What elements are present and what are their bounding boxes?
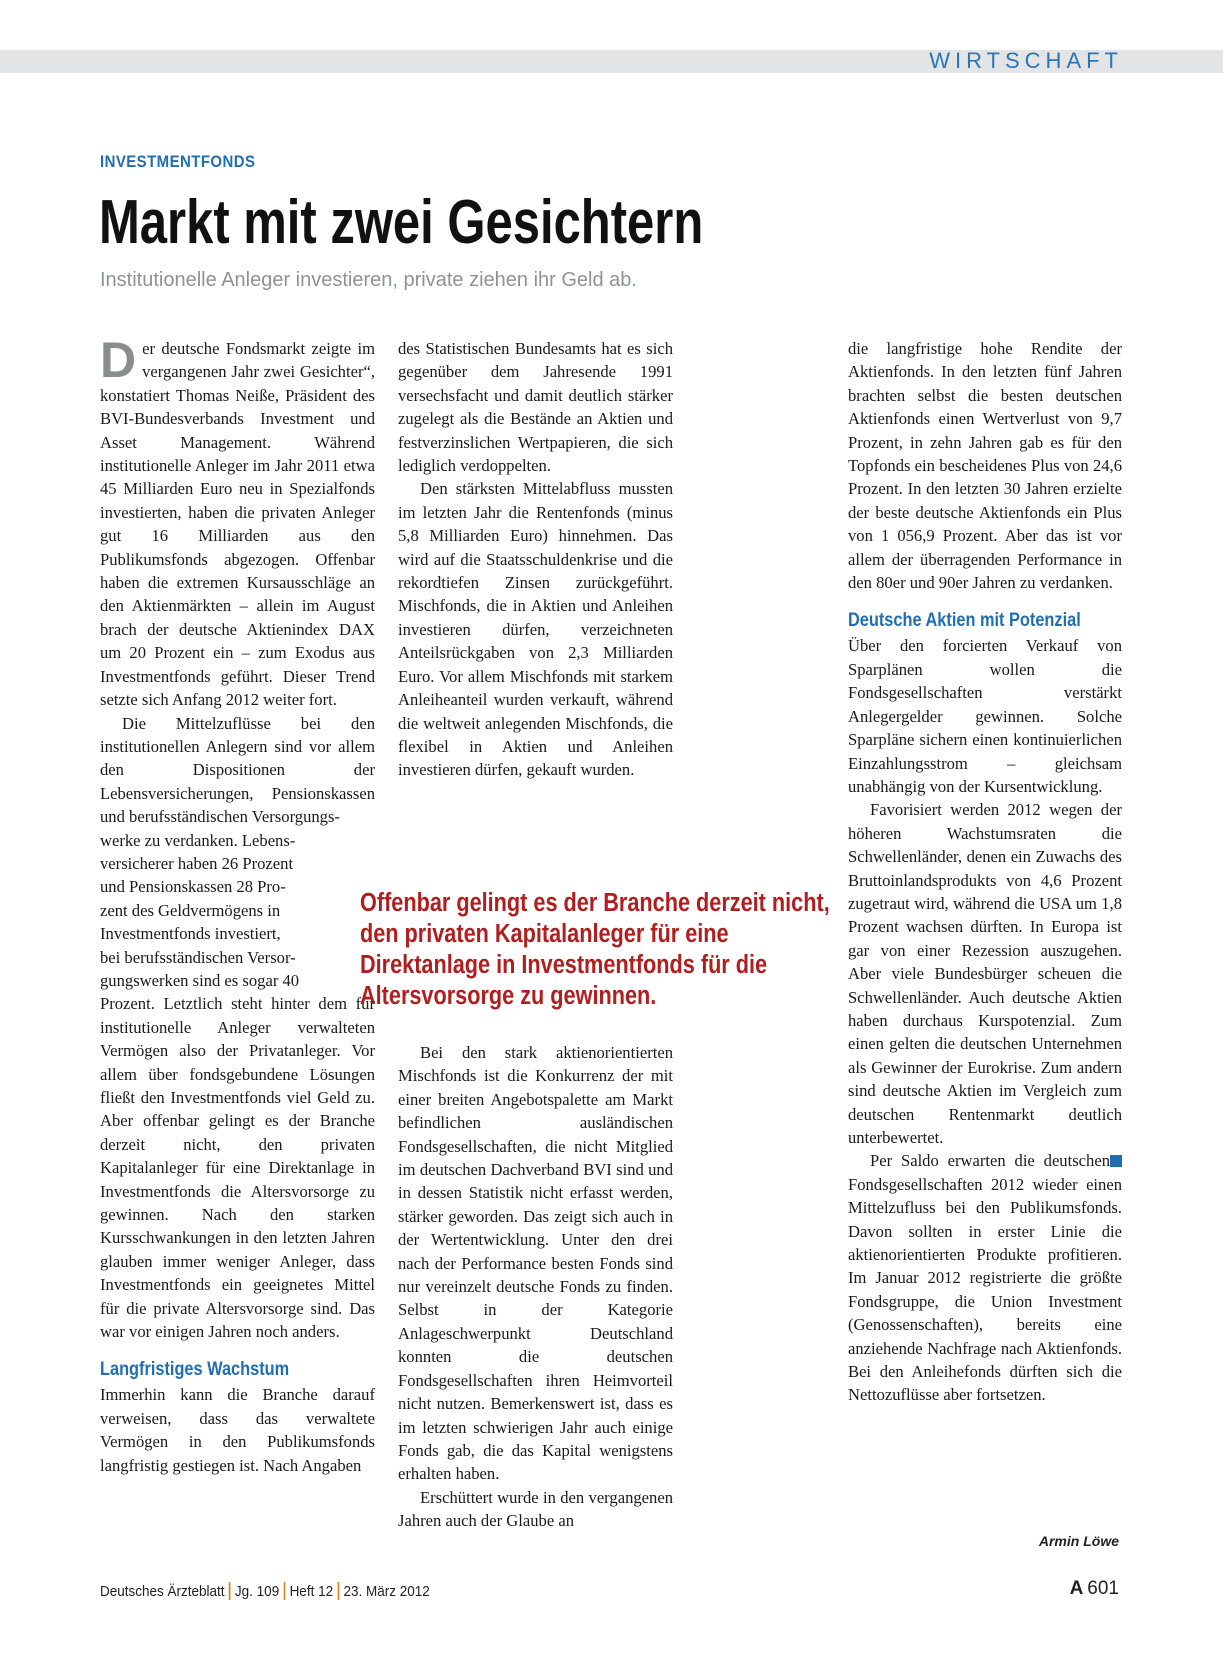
column-3: [848, 337, 1122, 1407]
paragraph-text: er deutsche Fondsmarkt zeigte im vergangenen Jahr zwei Gesichter“, konstatiert Thomas Neiße, Präsident des BVI-Bundesverbands Investment und Asset Management. Während institutionelle Anleger im Jahr 2011 etwa 45 Milliarden Euro neu in Spezialfonds investierten, haben die privaten Anleger gut 16 Milliarden aus den Publikumsfonds abgezogen. Offenbar haben die extremen Kursausschläge an den Aktienmärkten – allein im August brach der deutsche Aktienindex DAX um 20 Prozent ein – zum Exodus aus Investmentfonds geführt. Dieser Trend setzte sich Anfang 2012 weiter fort.: [100, 339, 375, 710]
issue: Heft 12: [289, 1583, 334, 1600]
subheading: Langfristiges Wachstum: [100, 1359, 290, 1381]
subheading: Deutsche Aktien mit Potenzial: [848, 610, 1081, 632]
article-kicker: INVESTMENTFONDS: [100, 152, 256, 171]
text-line: gungswerken sind es sogar 40: [100, 970, 300, 990]
article-title: Markt mit zwei Gesichtern: [99, 188, 704, 257]
section-label: WIRTSCHAFT: [929, 48, 1123, 73]
paragraph: Erschüttert wurde in den vergangenen Jahren auch der Glaube an: [398, 1487, 673, 1531]
divider: [229, 1582, 230, 1600]
paragraph: Die Mittelzuflüsse bei den institutionellen Anlegern sind vor allem den Dispositionen der Lebensversicherungen, Pensionskassen und berufsständischen Versorgungs-: [100, 713, 375, 827]
footer: [100, 1582, 430, 1600]
pull-quote: Offenbar gelingt es der Branche derzeit nicht, den privaten Kapitalanleger für eine Direktanlage in Investmentfonds für die Altersvorsorge zu gewinnen.: [360, 889, 830, 1010]
divider: [338, 1582, 339, 1600]
paragraph: Prozent. Letztlich steht hinter dem für institutionelle Anleger verwalteten Vermögen also der Privatanleger. Vor allem über fondsgebundene Lösungen fließt den Investmentfonds viel Geld zu. Aber offenbar gelingt es der Branche derzeit nicht, den privaten Kapitalanleger für eine Direktanlage in Investmentfonds die Altersvorsorge zu gewinnen. Nach den starken Kursschwankungen in den letzten Jahren glauben immer weniger Anleger, dass Investmentfonds ein geeignetes Mittel für die private Altersvorsorge sind. Das war vor einigen Jahren noch anders.: [100, 994, 375, 1342]
divider: [284, 1582, 285, 1600]
paragraph: Favorisiert werden 2012 wegen der höheren Wachstumsraten die Schwellenländer, denen ein Zuwachs des Bruttoinlandsprodukts von 4,6 Prozent zugetraut wird, während die USA um 1,8 Prozent wachsen dürften. In Europa ist gar von einer Rezession auszugehen. Aber viele Bundesbürger scheuen die Schwellenländer. Auch deutsche Aktien haben durchaus Kurspotenzial. Zum einen gelten die deutschen Unternehmen als Gewinner der Eurokrise. Zum andern sind deutsche Aktien im Vergleich zum deutschen Rentenmarkt deutlich unterbewertet.: [848, 800, 1122, 1147]
text-line: Investmentfonds investiert,: [100, 924, 281, 944]
paragraph: [848, 1149, 1122, 1406]
paragraph: Immerhin kann die Branche darauf verweisen, dass das verwaltete Vermögen in den Publikumsfonds langfristig gestiegen ist. Nach Angaben: [100, 1385, 375, 1475]
text-line: werke zu verdanken. Lebens-: [100, 830, 296, 850]
column-1: [100, 332, 375, 1477]
journal-name: Deutsches Ärzteblatt: [100, 1583, 225, 1600]
text-line: bei berufsständischen Versor-: [100, 947, 296, 967]
volume: Jg. 109: [234, 1583, 280, 1600]
page-number: [1070, 1578, 1119, 1600]
column-2-bottom: [398, 1041, 673, 1533]
end-mark-icon: [1110, 1155, 1122, 1167]
text-line: versicherer haben 26 Prozent: [100, 853, 294, 873]
paragraph-narrow: [100, 829, 375, 993]
paragraph: Bei den stark aktienorientierten Mischfonds ist die Konkurrenz der mit einer breiten Angebotspalette am Markt befindlichen ausländischen Fondsgesellschaften, die nicht Mitglied im deutschen Dachverband BVI sind und in dessen Statistik nicht erfasst werden, stärker geworden. Das zeigt sich auch in der Wertentwicklung. Unter den drei nach der Performance besten Fonds sind nur vereinzelt deutsche Fonds zu finden. Selbst in der Kategorie Anlageschwerpunkt Deutschland konnten die deutschen Fondsgesellschaften ihren Heimvorteil nicht nutzen. Bemerkenswert ist, dass es im letzten schwierigen Jahr auch einige Fonds gab, die das Kapital wenigstens erhalten haben.: [398, 1043, 673, 1484]
paragraph: des Statistischen Bundesamts hat es sich gegenüber dem Jahresende 1991 versechsfacht und damit deutlich stärker zugelegt als die Bestände an Aktien und festverzinslichen Wertpapieren, die sich lediglich verdoppelten.: [398, 339, 673, 476]
page-prefix: A: [1069, 1578, 1084, 1599]
text-line: und Pensionskassen 28 Pro-: [100, 877, 286, 897]
paragraph: Über den forcierten Verkauf von Sparplänen wollen die Fondsgesellschaften verstärkt Anlegergelder gewinnen. Solche Sparpläne sichern einen kontinuierlichen Einzahlungsstrom – gleichsam unabhängig von der Kursentwicklung.: [848, 636, 1122, 796]
issue-date: 23. März 2012: [343, 1583, 430, 1600]
drop-cap: D: [100, 332, 137, 388]
text-line: zent des Geldvermögens in: [100, 900, 281, 920]
article-subtitle: Institutionelle Anleger investieren, private ziehen ihr Geld ab.: [100, 269, 637, 291]
paragraph: Den stärksten Mittelabfluss mussten im letzten Jahr die Rentenfonds (minus 5,8 Milliarden Euro) hinnehmen. Das wird auf die Staatsschuldenkrise und die rekordtiefen Zinsen zurückgeführt. Mischfonds, die in Aktien und Anleihen investieren dürfen, verzeichneten Anteilsrückgaben von 2,3 Milliarden Euro. Vor allem Mischfonds mit starkem Anleiheanteil wurden verkauft, während die weltweit anlegenden Mischfonds, die flexibel in Aktien und Anleihen investieren dürfen, gekauft wurden.: [398, 479, 673, 780]
paragraph: [100, 332, 375, 712]
paragraph: die langfristige hohe Rendite der Aktienfonds. In den letzten fünf Jahren brachten selbst die besten deutschen Aktienfonds einen Wertverlust von 9,7 Prozent, in zehn Jahren gab es für den Topfonds ein bescheidenes Plus von 24,6 Prozent. In den letzten 30 Jahren erzielte der beste deutsche Aktienfonds ein Plus von 1 056,9 Prozent. Aber das ist vor allem der überragenden Performance in den 80er und 90er Jahren zu verdanken.: [848, 339, 1122, 593]
paragraph-text: Per Saldo erwarten die deutschen Fondsgesellschaften 2012 wieder einen Mittelzufluss bei den Publikumsfonds. Davon sollten in erster Linie die aktienorientierten Produkte profitieren. Im Januar 2012 registrierte die größte Fondsgruppe, die Union Investment (Genossenschaften), bereits eine anziehende Nachfrage nach Aktienfonds. Bei den Anleihefonds dürften sich die Nettozuflüsse aber fortsetzen.: [848, 1151, 1122, 1405]
column-2-top: [398, 337, 673, 782]
author-name: Armin Löwe: [1038, 1533, 1119, 1549]
page-number-value: 601: [1087, 1578, 1119, 1599]
